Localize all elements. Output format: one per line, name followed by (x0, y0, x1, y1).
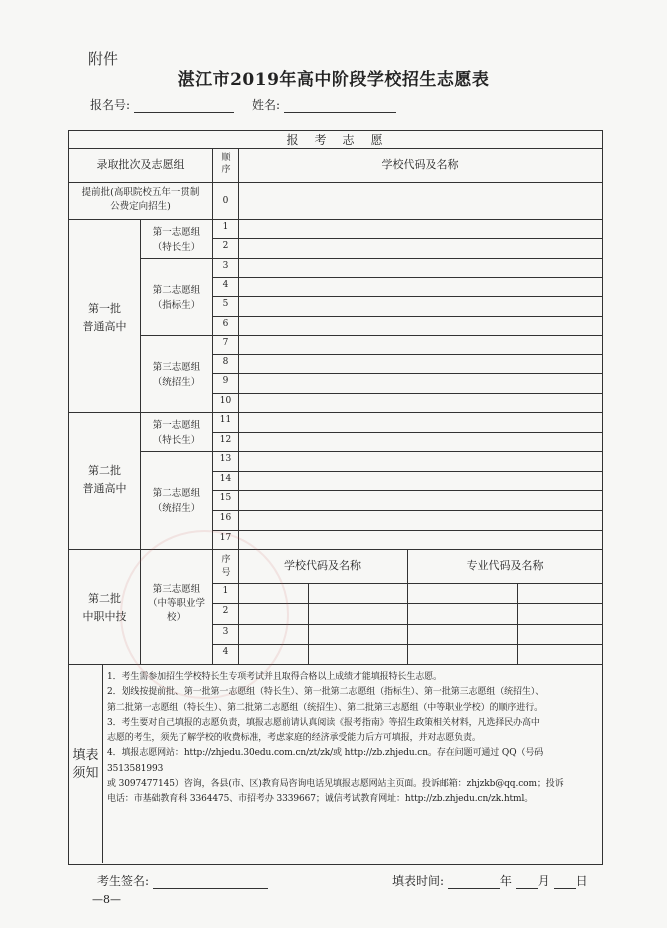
b1g2-line1: 第二志愿组 (152, 285, 201, 296)
seq-cell: 3 (222, 260, 229, 271)
b3-seq-header: 序号 (221, 555, 231, 578)
school-entry-cell[interactable] (239, 604, 601, 622)
year-label: 年 (499, 874, 512, 888)
batch1-label (69, 300, 140, 336)
seq-cell: 2 (222, 241, 229, 252)
form-title: 湛江市2019年高中阶段学校招生志愿表 (177, 70, 490, 90)
school-entry-cell[interactable] (239, 413, 601, 431)
seq-cell: 0 (222, 196, 229, 206)
seq-cell: 4 (222, 646, 229, 657)
seq-cell: 16 (219, 513, 232, 523)
school-entry-cell[interactable] (239, 625, 601, 643)
reg-no-label: 报名号: (90, 98, 131, 112)
early-batch-line2: 公费定向招生) (110, 201, 171, 212)
seq-cell: 7 (222, 337, 229, 348)
seq-cell: 14 (219, 473, 232, 484)
school-entry-cell[interactable] (239, 531, 601, 549)
b2g2-label (141, 486, 212, 516)
col-seq-header: 顺序 (221, 153, 231, 175)
note-line: 2．划线按提前批、第一批第一志愿组（特长生）、第一批第二志愿组（指标生）、第一批第三志愿组（统招生）、 (107, 687, 545, 698)
seq-cell: 15 (219, 493, 232, 504)
batch1-line1: 第一批 (88, 302, 121, 315)
note-line: 3．考生要对自己填报的志愿负责，填报志愿前请认真阅读《报考指南》等招生政策相关材料，凡选择民办高中 (107, 717, 540, 728)
b3g-line1: 第三志愿组 (152, 584, 201, 595)
batch2-line1: 第二批 (88, 464, 121, 477)
b1g1-line1: 第一志愿组 (152, 227, 201, 238)
page-number: —8— (92, 893, 121, 906)
seq-cell: 6 (222, 318, 229, 329)
col-batch-header: 录取批次及志愿组 (96, 158, 185, 171)
seq-cell: 11 (219, 415, 232, 425)
seq-cell: 12 (219, 434, 232, 445)
seq-cell: 2 (222, 606, 229, 617)
day-label: 日 (575, 874, 588, 888)
reg-no-blank[interactable] (134, 100, 234, 113)
signature-field (97, 872, 268, 889)
seq-cell: 5 (222, 299, 229, 310)
school-entry-cell[interactable] (239, 220, 601, 237)
school-entry-cell[interactable] (239, 433, 601, 451)
b1g1-line2: （特长生） (152, 242, 201, 253)
notes-label (69, 747, 102, 783)
notes-label-line2: 须知 (72, 766, 99, 781)
note-line: 志愿的考生，须先了解学校的收费标准，考虑家庭的经济承受能力后方可填报，并对志愿负责。 (107, 733, 481, 744)
b1g2-label (141, 283, 212, 313)
school-entry-cell[interactable] (239, 472, 601, 490)
school-entry-cell[interactable] (239, 317, 601, 334)
b1g3-line2: （统招生） (152, 377, 201, 388)
school-entry-cell[interactable] (239, 355, 601, 372)
month-label: 月 (537, 874, 550, 888)
school-entry-cell[interactable] (239, 239, 601, 256)
seq-cell: 8 (222, 357, 229, 368)
batch2-line2: 普通高中 (82, 482, 127, 495)
b1g1-label (141, 225, 212, 255)
divider (102, 664, 103, 863)
name-label: 姓名: (252, 98, 281, 112)
school-entry-cell[interactable] (239, 584, 601, 602)
note-line: 第二批第一志愿组（特长生）、第二批第二志愿组（统招生）、第二批第三志愿组（中等职业学校）的顺序进行。 (107, 702, 544, 713)
school-entry-cell[interactable] (239, 278, 601, 295)
b1g3-label (141, 360, 212, 390)
school-entry-cell[interactable] (239, 452, 601, 470)
batch3-line2: 中职中技 (82, 610, 127, 623)
school-entry-cell[interactable] (239, 491, 601, 509)
seq-cell: 9 (222, 376, 229, 387)
name-blank[interactable] (284, 100, 396, 113)
school-entry-cell[interactable] (239, 259, 601, 276)
divider (69, 182, 602, 183)
year-blank[interactable] (448, 876, 500, 889)
b2g1-line2: （特长生） (152, 435, 201, 446)
note-line: 或 3097477145）咨询，各县(市、区)教育局咨询电话见填报志愿网站主页面。投诉邮箱：zhjzkb@qq.com；投诉 (107, 779, 564, 790)
b3g-line3: 校） (166, 612, 186, 623)
b1g2-line2: （指标生） (152, 300, 201, 311)
name-field (252, 96, 396, 113)
b3-school-header: 学校代码及名称 (284, 559, 361, 572)
seq-cell: 1 (222, 222, 229, 232)
early-batch-label (69, 186, 212, 214)
b2g1-label (141, 418, 212, 448)
school-entry-cell[interactable] (239, 297, 601, 314)
day-blank[interactable] (554, 876, 576, 889)
divider (69, 148, 602, 149)
note-line: 1．考生需参加招生学校特长生专项考试并且取得合格以上成绩才能填报特长生志愿。 (107, 672, 442, 682)
school-entry-cell[interactable] (239, 645, 601, 663)
school-entry-cell[interactable] (239, 374, 601, 391)
signature-blank[interactable] (153, 876, 268, 889)
b2g2-line2: （统招生） (152, 503, 201, 514)
col-school-header: 学校代码及名称 (381, 158, 459, 171)
table-heading: 报 考 志 愿 (286, 133, 385, 147)
school-entry-cell[interactable] (239, 336, 601, 353)
b2g1-line1: 第一志愿组 (152, 420, 201, 431)
note-line: 4．填报志愿网站：http://zhjedu.30edu.com.cn/zt/zk/或 http://zb.zhjedu.cn。存在问题可通过 QQ（号码 3513581993 (107, 748, 544, 774)
early-batch-line1: 提前批(高职院校五年一贯制 (81, 187, 200, 198)
batch3-line1: 第二批 (88, 592, 121, 605)
b3g-line2: （中等职业学 (147, 598, 205, 609)
seq-cell: 3 (222, 626, 229, 637)
seq-cell: 17 (219, 532, 232, 543)
b3-major-header: 专业代码及名称 (466, 559, 544, 572)
date-label: 填表时间: (392, 874, 445, 888)
batch1-line2: 普通高中 (82, 320, 127, 333)
b2g2-line1: 第二志愿组 (152, 488, 201, 499)
seq-cell: 10 (219, 395, 232, 406)
faded-stamp (120, 530, 289, 699)
school-entry-cell[interactable] (239, 394, 601, 411)
attachment-label: 附件 (88, 50, 119, 68)
signature-label: 考生签名: (97, 874, 150, 888)
school-entry-cell[interactable] (239, 511, 601, 529)
b1g3-line1: 第三志愿组 (152, 362, 201, 373)
date-field (392, 872, 588, 889)
note-line: 电话：市基础教育科 3364475、市招考办 3339667；诚信考试教育网址：http://zb.zhjedu.cn/zk.html。 (107, 794, 534, 805)
seq-cell: 1 (222, 586, 229, 596)
reg-no-field (90, 96, 234, 113)
notes-label-line1: 填表 (72, 748, 99, 763)
batch2-label (69, 462, 140, 498)
seq-cell: 13 (219, 454, 232, 465)
seq-cell: 4 (222, 279, 229, 290)
month-blank[interactable] (516, 876, 538, 889)
